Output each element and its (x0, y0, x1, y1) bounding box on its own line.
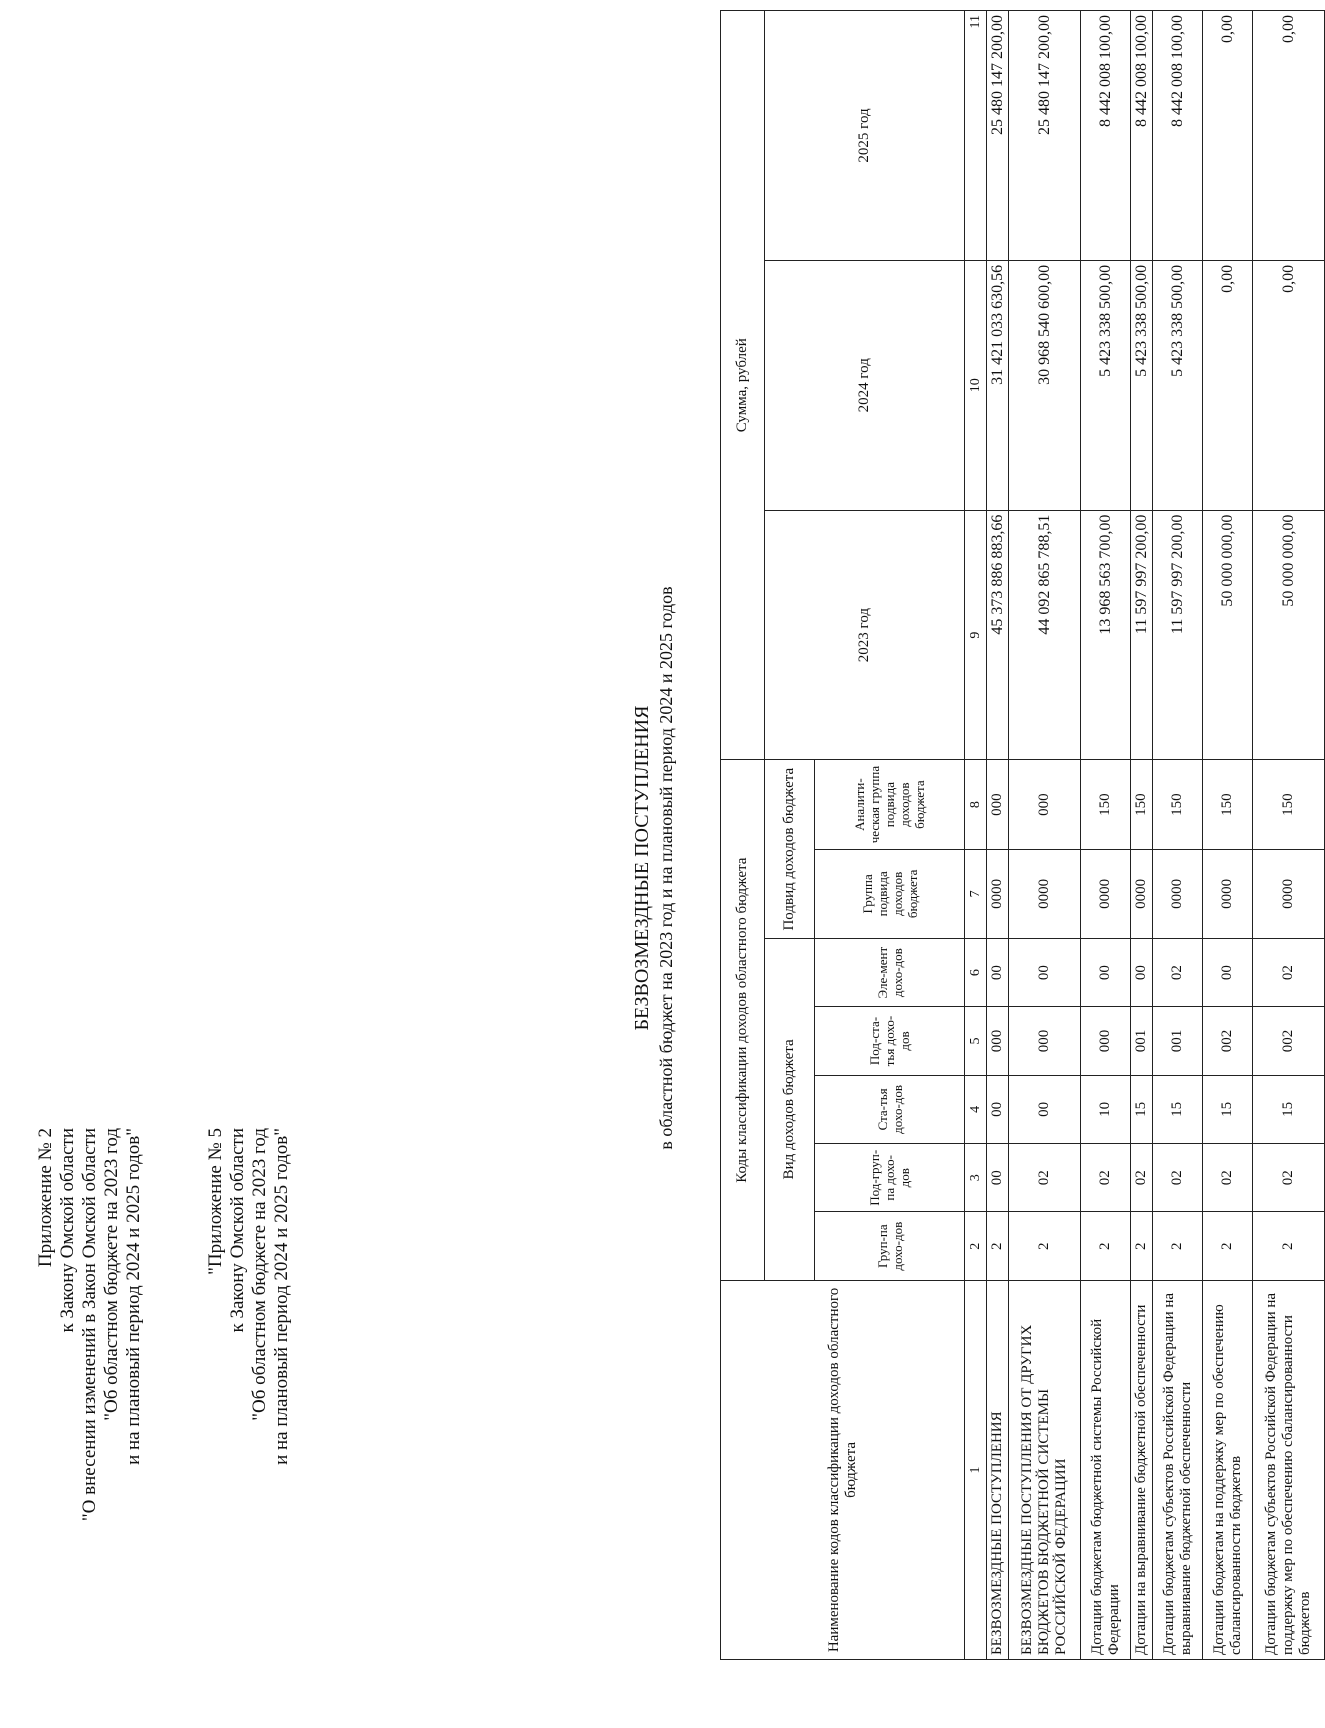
header-group: Груп-па дохо-дов (815, 1212, 965, 1280)
amount-2024: 5 423 338 500,00 (1081, 260, 1131, 510)
amount-2023: 11 597 997 200,00 (1131, 510, 1153, 760)
code-group: 2 (1203, 1212, 1253, 1280)
amount-2025: 0,00 (1203, 11, 1253, 261)
amount-2023: 11 597 997 200,00 (1153, 510, 1203, 760)
code-article: 15 (1203, 1075, 1253, 1143)
code-subarticle: 000 (987, 1007, 1009, 1075)
amount-2024: 0,00 (1203, 260, 1253, 510)
table-row (1081, 11, 1131, 1660)
amount-2025: 8 442 008 100,00 (1131, 11, 1153, 261)
amount-2025: 8 442 008 100,00 (1153, 11, 1203, 261)
table-row (987, 11, 1009, 1660)
code-subarticle: 001 (1153, 1007, 1203, 1075)
header-2024: 2024 год (765, 260, 965, 510)
code-analytic-group: 150 (1153, 760, 1203, 849)
code-analytic-group: 150 (1131, 760, 1153, 849)
row-name: БЕЗВОЗМЕЗДНЫЕ ПОСТУПЛЕНИЯ ОТ ДРУГИХ БЮДЖЕТОВ БЮДЖЕТНОЙ СИСТЕМЫ РОССИЙСКОЙ ФЕДЕРАЦИИ (1009, 1280, 1081, 1659)
header-subkind-group: Группа подвида доходов бюджета (815, 849, 965, 938)
code-article: 15 (1253, 1075, 1325, 1143)
row-name: Дотации бюджетам бюджетной системы Российской Федерации (1081, 1280, 1131, 1659)
code-element: 00 (1131, 938, 1153, 1006)
code-group: 2 (987, 1212, 1009, 1280)
code-subarticle: 002 (1203, 1007, 1253, 1075)
amount-2023: 45 373 886 883,66 (987, 510, 1009, 760)
column-number: 8 (965, 760, 987, 849)
code-analytic-group: 150 (1081, 760, 1131, 849)
appendix-line: к Закону Омской области (57, 1128, 78, 1333)
code-subkind-group: 0000 (1081, 849, 1131, 938)
code-element: 02 (1153, 938, 1203, 1006)
code-group: 2 (1131, 1212, 1153, 1280)
appendix-line: и на плановый период 2024 и 2025 годов" (271, 1128, 292, 1465)
code-subkind-group: 0000 (1203, 849, 1253, 938)
code-subarticle: 002 (1253, 1007, 1325, 1075)
header-sum: Сумма, рублей (721, 11, 765, 760)
header-subkind: Подвид доходов бюджета (765, 760, 815, 938)
code-group: 2 (1253, 1212, 1325, 1280)
title-main: БЕЗВОЗМЕЗДНЫЕ ПОСТУПЛЕНИЯ (631, 705, 653, 1031)
amount-2023: 50 000 000,00 (1253, 510, 1325, 760)
column-number: 9 (965, 510, 987, 760)
title-subtitle: в областной бюджет на 2023 год и на плановый период 2024 и 2025 годов (656, 586, 676, 1150)
code-subgroup: 02 (1131, 1144, 1153, 1212)
appendix-line: к Закону Омской области (227, 1128, 248, 1333)
appendix-line: "Об областном бюджете на 2023 год (101, 1128, 122, 1421)
code-element: 00 (987, 938, 1009, 1006)
code-element: 02 (1253, 938, 1325, 1006)
header-subarticle: Под-ста-тья дохо-дов (815, 1007, 965, 1075)
code-element: 00 (1009, 938, 1081, 1006)
table-row (1153, 11, 1203, 1660)
amount-2024: 5 423 338 500,00 (1131, 260, 1153, 510)
document-title (630, 18, 678, 1718)
header-2023: 2023 год (765, 510, 965, 760)
table-row (1253, 11, 1325, 1660)
code-subgroup: 02 (1203, 1144, 1253, 1212)
table-body (987, 11, 1325, 1660)
code-subkind-group: 0000 (1153, 849, 1203, 938)
row-name: Дотации бюджетам субъектов Российской Федерации на поддержку мер по обеспечению сбалансированности бюджетов (1253, 1280, 1325, 1659)
code-article: 15 (1153, 1075, 1203, 1143)
code-subkind-group: 0000 (1253, 849, 1325, 938)
code-article: 15 (1131, 1075, 1153, 1143)
document-page (10, 15, 1313, 1718)
header-2025: 2025 год (765, 11, 965, 261)
appendix-original-header (205, 1128, 293, 1465)
header-article: Ста-тья дохо-дов (815, 1075, 965, 1143)
code-element: 00 (1081, 938, 1131, 1006)
table-row (1203, 11, 1253, 1660)
column-number: 2 (965, 1212, 987, 1280)
row-name: Дотации на выравнивание бюджетной обеспеченности (1131, 1280, 1153, 1659)
code-subkind-group: 0000 (1131, 849, 1153, 938)
code-subarticle: 001 (1131, 1007, 1153, 1075)
column-number: 4 (965, 1075, 987, 1143)
code-analytic-group: 150 (1253, 760, 1325, 849)
appendix-line: "Приложение № 5 (205, 1128, 226, 1275)
column-number: 5 (965, 1007, 987, 1075)
header-name: Наименование кодов классификации доходов областного бюджета (721, 1280, 965, 1659)
code-subgroup: 02 (1253, 1144, 1325, 1212)
revenue-table (720, 10, 1325, 1660)
code-subgroup: 02 (1081, 1144, 1131, 1212)
amount-2025: 0,00 (1253, 11, 1325, 261)
code-subkind-group: 0000 (987, 849, 1009, 938)
amount-2023: 13 968 563 700,00 (1081, 510, 1131, 760)
code-analytic-group: 150 (1203, 760, 1253, 849)
amount-2024: 30 968 540 600,00 (1009, 260, 1081, 510)
code-subarticle: 000 (1009, 1007, 1081, 1075)
code-subkind-group: 0000 (1009, 849, 1081, 938)
code-analytic-group: 000 (1009, 760, 1081, 849)
table-row (1131, 11, 1153, 1660)
appendix-current-header (35, 1128, 145, 1521)
header-codes: Коды классификации доходов областного бюджета (721, 760, 765, 1280)
column-number: 10 (965, 260, 987, 510)
amount-2025: 25 480 147 200,00 (987, 11, 1009, 261)
header-element: Эле-мент дохо-дов (815, 938, 965, 1006)
header-kind: Вид доходов бюджета (765, 938, 815, 1280)
column-number: 1 (965, 1280, 987, 1659)
column-number-row (965, 11, 987, 1660)
code-subarticle: 000 (1081, 1007, 1131, 1075)
column-number: 3 (965, 1144, 987, 1212)
code-article: 00 (987, 1075, 1009, 1143)
appendix-line: и на плановый период 2024 и 2025 годов" (123, 1128, 144, 1465)
code-article: 00 (1009, 1075, 1081, 1143)
header-analytic-group: Аналити-ческая группа подвида доходов бюджета (815, 760, 965, 849)
amount-2023: 50 000 000,00 (1203, 510, 1253, 760)
amount-2025: 25 480 147 200,00 (1009, 11, 1081, 261)
column-number: 7 (965, 849, 987, 938)
code-subgroup: 00 (987, 1144, 1009, 1212)
row-name: БЕЗВОЗМЕЗДНЫЕ ПОСТУПЛЕНИЯ (987, 1280, 1009, 1659)
amount-2023: 44 092 865 788,51 (1009, 510, 1081, 760)
amount-2025: 8 442 008 100,00 (1081, 11, 1131, 261)
appendix-line: "О внесении изменений в Закон Омской области (79, 1128, 100, 1522)
row-name: Дотации бюджетам на поддержку мер по обеспечению сбалансированности бюджетов (1203, 1280, 1253, 1659)
code-group: 2 (1009, 1212, 1081, 1280)
table-row (1009, 11, 1081, 1660)
row-name: Дотации бюджетам субъектов Российской Федерации на выравнивание бюджетной обеспеченности (1153, 1280, 1203, 1659)
amount-2024: 5 423 338 500,00 (1153, 260, 1203, 510)
code-article: 10 (1081, 1075, 1131, 1143)
code-subgroup: 02 (1009, 1144, 1081, 1212)
code-subgroup: 02 (1153, 1144, 1203, 1212)
appendix-line: "Об областном бюджете на 2023 год (249, 1128, 270, 1421)
appendix-line: Приложение № 2 (35, 1128, 56, 1268)
column-number: 11 (965, 11, 987, 261)
amount-2024: 0,00 (1253, 260, 1325, 510)
code-group: 2 (1081, 1212, 1131, 1280)
amount-2024: 31 421 033 630,56 (987, 260, 1009, 510)
header-subgroup: Под-груп-па дохо-дов (815, 1144, 965, 1212)
code-analytic-group: 000 (987, 760, 1009, 849)
code-group: 2 (1153, 1212, 1203, 1280)
code-element: 00 (1203, 938, 1253, 1006)
column-number: 6 (965, 938, 987, 1006)
